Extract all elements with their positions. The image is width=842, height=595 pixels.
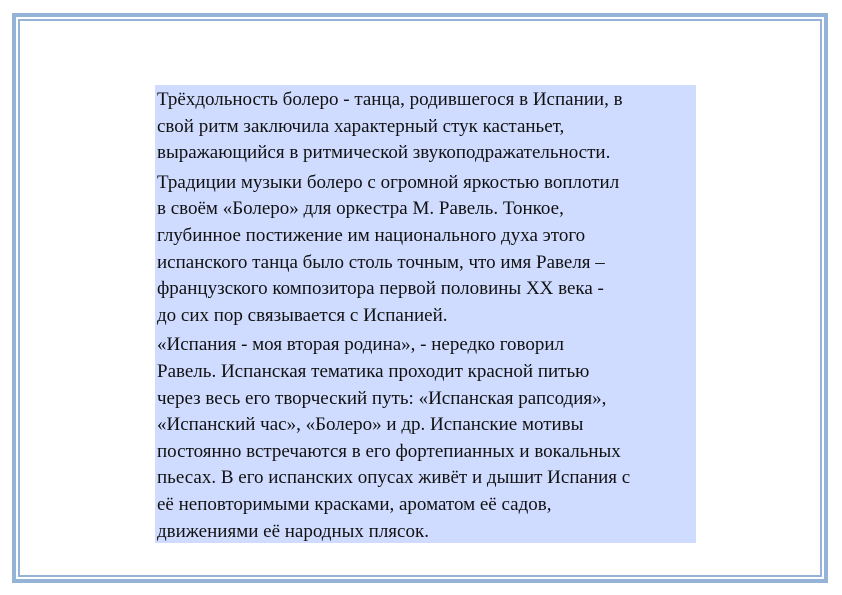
paragraph-spain-homeland: «Испания - моя вторая родина», - нередко говорил Равель. Испанская тематика проходит красной питью через весь его творческий путь: «Испанская рапсодия», «Испанский час», «Болеро» и др. Испанские мотивы постоянно встречаются в его фортепианных и вокальных пьесах. В его испанских опусах живёт и дышит Испания с её неповторимыми красками, ароматом её садов, движениями её народных плясок. — [157, 334, 631, 542]
paragraph-ravel-bolero: Традиции музыки болеро с огромной яркостью воплотил в своём «Болеро» для оркестра М. Равель. Тонкое, глубинное постижение им национального духа этого испанского танца было столь точным, что имя Равеля – французского композитора первой половины XX века - до сих пор связывается с Испанией. — [157, 171, 620, 326]
paragraph-bolero-rhythm: Трёхдольность болеро - танца, родившегося в Испании, в свой ритм заключила характерный стук кастаньет, выражающийся в ритмической звукоподражательности. — [157, 89, 623, 164]
text-box — [155, 85, 696, 543]
